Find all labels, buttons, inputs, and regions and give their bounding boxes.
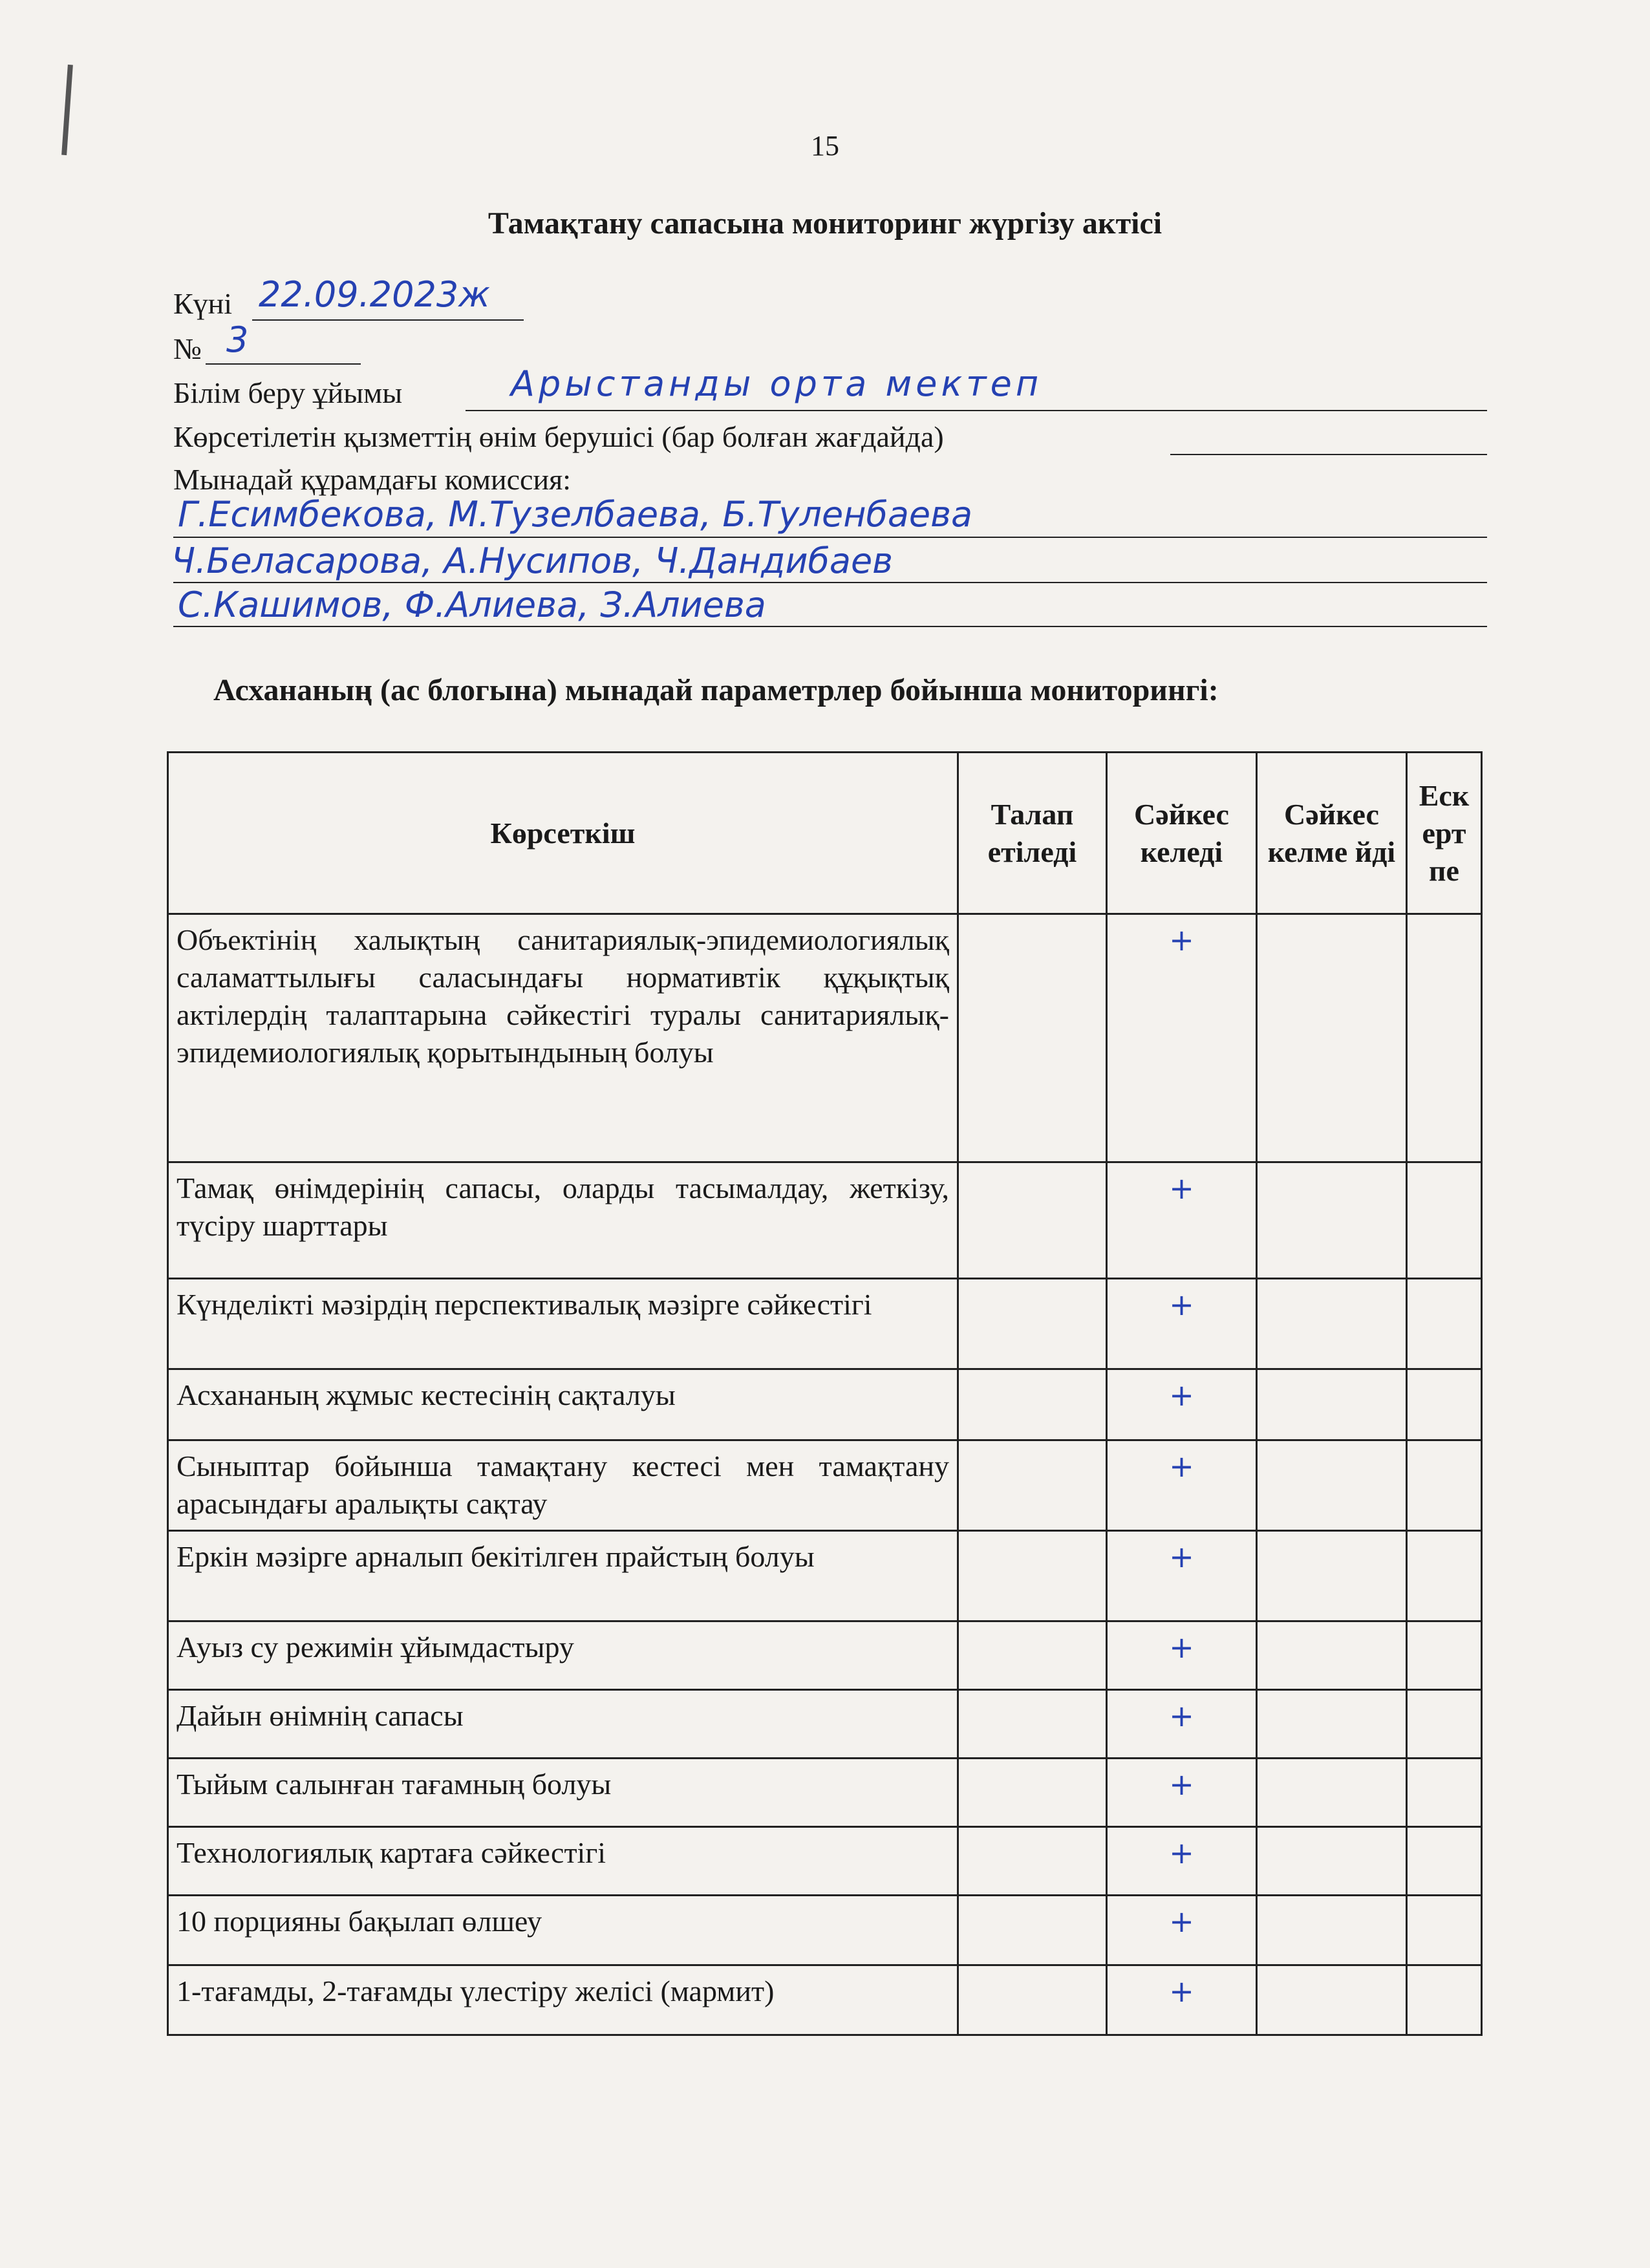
table-row — [168, 1440, 1482, 1531]
required-cell — [958, 1440, 1107, 1531]
compliant-cell: + — [1107, 1162, 1257, 1279]
provider-underline — [1170, 454, 1487, 455]
noncompliant-cell — [1257, 1162, 1407, 1279]
indicator-cell: Ауыз су режимін ұйымдастыру — [168, 1621, 958, 1690]
indicator-cell: Тамақ өнімдерінің сапасы, оларды тасымалдау, жеткізу, түсіру шарттары — [168, 1162, 958, 1279]
commission-underline-2 — [173, 582, 1487, 583]
table-row — [168, 1531, 1482, 1621]
date-label: Күні — [173, 287, 233, 320]
number-value: 3 — [226, 319, 249, 360]
commission-line-2: Ч.Беласарова, А.Нусипов, Ч.Дандибаев — [171, 540, 893, 581]
date-underline — [252, 319, 524, 321]
noncompliant-cell — [1257, 1440, 1407, 1531]
table-row — [168, 1827, 1482, 1896]
org-underline — [466, 410, 1487, 411]
noncompliant-cell — [1257, 1759, 1407, 1827]
indicator-cell: Күнделікті мәзірдің перспективалық мәзірге сәйкестігі — [168, 1279, 958, 1369]
note-cell — [1407, 1440, 1482, 1531]
indicator-cell: Дайын өнімнің сапасы — [168, 1690, 958, 1759]
note-cell — [1407, 1896, 1482, 1965]
note-cell — [1407, 914, 1482, 1162]
compliant-cell: + — [1107, 1896, 1257, 1965]
noncompliant-cell — [1257, 1965, 1407, 2035]
compliant-cell: + — [1107, 1690, 1257, 1759]
compliant-cell: + — [1107, 914, 1257, 1162]
commission-line-3: С.Кашимов, Ф.Алиева, З.Алиева — [178, 584, 766, 625]
section-subtitle: Асхананың (ас блогына) мынадай параметрлер бойынша мониторингі: — [213, 673, 1219, 707]
compliant-cell: + — [1107, 1369, 1257, 1440]
table-row — [168, 1896, 1482, 1965]
noncompliant-cell — [1257, 1531, 1407, 1621]
table-row — [168, 1965, 1482, 2035]
required-cell — [958, 1369, 1107, 1440]
compliant-cell: + — [1107, 1827, 1257, 1896]
note-cell — [1407, 1162, 1482, 1279]
table-row — [168, 1690, 1482, 1759]
commission-label: Мынадай құрамдағы комиссия: — [173, 463, 572, 496]
required-cell — [958, 1531, 1107, 1621]
number-label: № — [173, 332, 202, 365]
table-row — [168, 1279, 1482, 1369]
table-row — [168, 914, 1482, 1162]
page-number: 15 — [811, 130, 839, 162]
date-value: 22.09.2023ж — [259, 274, 490, 315]
indicator-cell: Сыныптар бойынша тамақтану кестесі мен тамақтану арасындағы аралықты сақтау — [168, 1440, 958, 1531]
indicator-cell: 1-тағамды, 2-тағамды үлестіру желісі (мармит) — [168, 1965, 958, 2035]
compliant-cell: + — [1107, 1621, 1257, 1690]
indicator-cell: Тыйым салынған тағамның болуы — [168, 1759, 958, 1827]
commission-underline-1 — [173, 537, 1487, 538]
noncompliant-cell — [1257, 1690, 1407, 1759]
document-title: Тамақтану сапасына мониторинг жүргізу актісі — [488, 206, 1162, 241]
required-cell — [958, 914, 1107, 1162]
table-header-row — [168, 753, 1482, 914]
note-cell — [1407, 1827, 1482, 1896]
compliant-cell: + — [1107, 1279, 1257, 1369]
header-noncompliant: Сәйкес келме йді — [1257, 753, 1407, 914]
note-cell — [1407, 1965, 1482, 2035]
required-cell — [958, 1965, 1107, 2035]
org-value: Арыстанды орта мектеп — [511, 363, 1043, 404]
compliant-cell: + — [1107, 1965, 1257, 2035]
compliant-cell: + — [1107, 1759, 1257, 1827]
required-cell — [958, 1621, 1107, 1690]
required-cell — [958, 1896, 1107, 1965]
table-row — [168, 1162, 1482, 1279]
noncompliant-cell — [1257, 1621, 1407, 1690]
noncompliant-cell — [1257, 1369, 1407, 1440]
required-cell — [958, 1690, 1107, 1759]
indicator-cell: 10 порцияны бақылап өлшеу — [168, 1896, 958, 1965]
table-row — [168, 1621, 1482, 1690]
note-cell — [1407, 1621, 1482, 1690]
commission-line-1: Г.Есимбекова, М.Тузелбаева, Б.Туленбаева — [178, 494, 973, 535]
required-cell — [958, 1759, 1107, 1827]
monitoring-table — [167, 751, 1483, 2036]
table-row — [168, 1759, 1482, 1827]
note-cell — [1407, 1369, 1482, 1440]
header-required: Талап етіледі — [958, 753, 1107, 914]
number-underline — [206, 363, 361, 365]
header-note: Еск ерт пе — [1407, 753, 1482, 914]
required-cell — [958, 1162, 1107, 1279]
table-row — [168, 1369, 1482, 1440]
header-indicator: Көрсеткіш — [168, 753, 958, 914]
commission-underline-3 — [173, 626, 1487, 627]
note-cell — [1407, 1279, 1482, 1369]
note-cell — [1407, 1531, 1482, 1621]
required-cell — [958, 1827, 1107, 1896]
indicator-cell: Технологиялық картаға сәйкестігі — [168, 1827, 958, 1896]
indicator-cell: Еркін мәзірге арналып бекітілген прайстың болуы — [168, 1531, 958, 1621]
compliant-cell: + — [1107, 1440, 1257, 1531]
org-label: Білім беру ұйымы — [173, 376, 403, 409]
note-cell — [1407, 1759, 1482, 1827]
header-compliant: Сәйкес келеді — [1107, 753, 1257, 914]
provider-label: Көрсетілетін қызметтің өнім берушісі (бар болған жағдайда) — [173, 420, 944, 453]
indicator-cell: Объектінің халықтың санитариялық-эпидемиологиялық саламаттылығы саласындағы нормативтік құқықтық актілердің талаптарына сәйкестігі туралы санитариялық-эпидемиологиялық қорытындының болуы — [168, 914, 958, 1162]
noncompliant-cell — [1257, 1896, 1407, 1965]
required-cell — [958, 1279, 1107, 1369]
compliant-cell: + — [1107, 1531, 1257, 1621]
note-cell — [1407, 1690, 1482, 1759]
indicator-cell: Асхананың жұмыс кестесінің сақталуы — [168, 1369, 958, 1440]
noncompliant-cell — [1257, 914, 1407, 1162]
noncompliant-cell — [1257, 1279, 1407, 1369]
noncompliant-cell — [1257, 1827, 1407, 1896]
